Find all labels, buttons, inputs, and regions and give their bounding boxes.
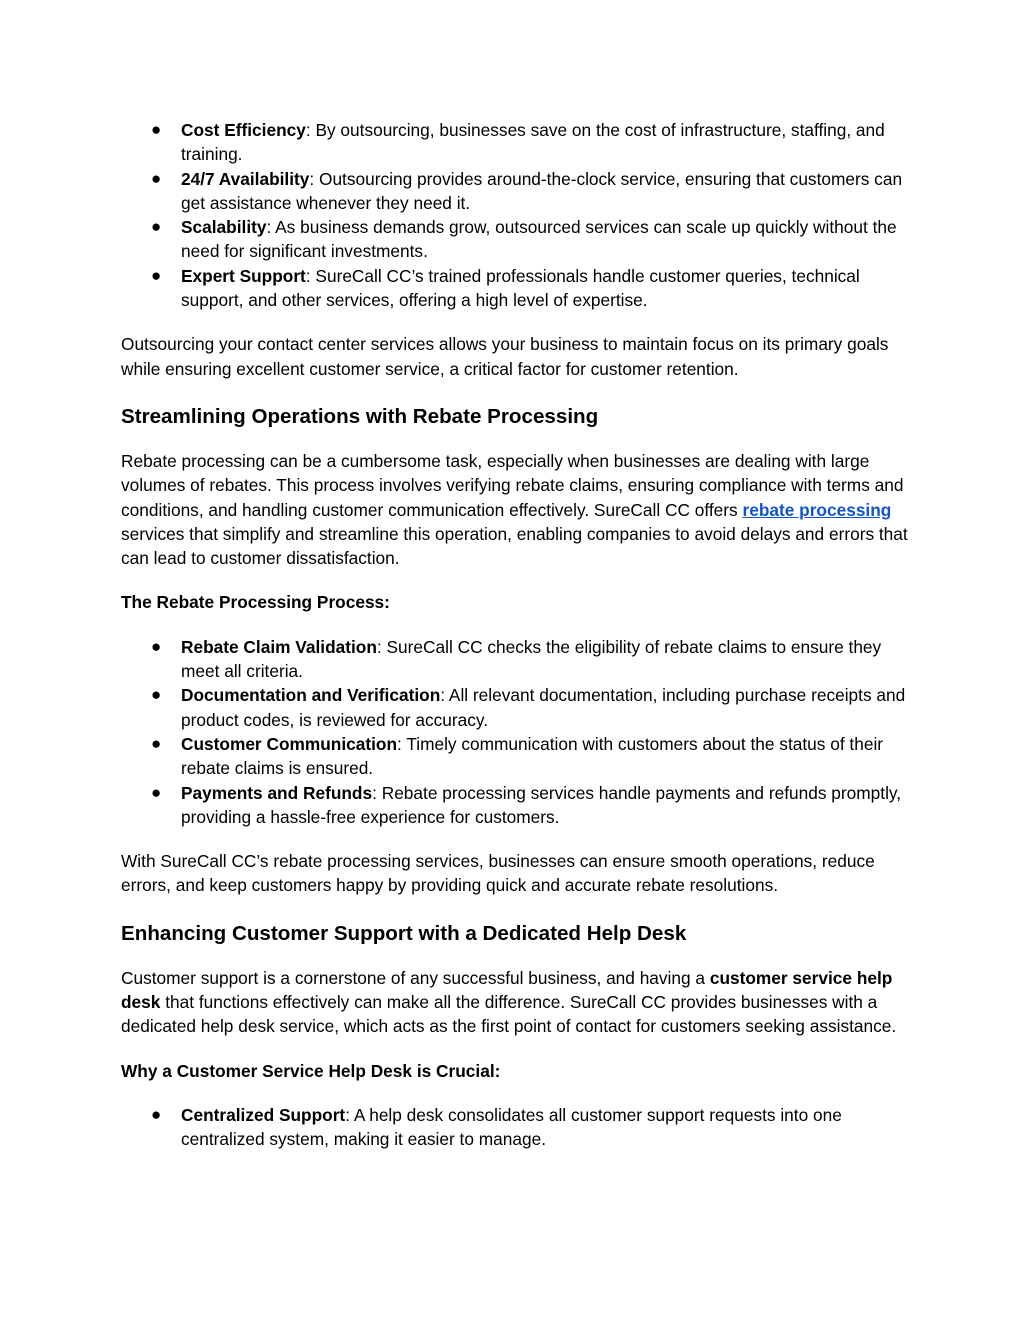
bullet-icon: ● [151, 685, 162, 705]
paragraph-help-desk [121, 966, 912, 1039]
list-item-term: Centralized Support [181, 1104, 346, 1125]
list-item [151, 1103, 912, 1152]
list-item [151, 118, 912, 167]
list-item-text: : Timely communication with customers about the status of their rebate claims is ensured. [181, 733, 884, 779]
list-item [151, 781, 912, 830]
help-desk-list [121, 1103, 912, 1152]
list-item-text: : Outsourcing provides around-the-clock service, ensuring that customers can get assistance whenever they need it. [181, 168, 903, 213]
list-item-term: Expert Support [181, 265, 306, 286]
list-item-term: Rebate Claim Validation [181, 636, 377, 657]
subheading-help-desk-crucial: Why a Customer Service Help Desk is Crucial: [121, 1060, 501, 1081]
benefits-list [121, 118, 912, 312]
list-item [151, 167, 912, 216]
bullet-icon: ● [151, 217, 162, 237]
list-item-text: : SureCall CC’s trained professionals handle customer queries, technical support, and other services, offering a high level of expertise. [181, 265, 860, 311]
paragraph-bold-text: customer service help desk [121, 967, 893, 1013]
bullet-icon: ● [151, 120, 162, 139]
list-item-term: 24/7 Availability [181, 168, 310, 189]
list-item-text: : As business demands grow, outsourced services can scale up quickly without the need for significant investments. [181, 217, 897, 262]
paragraph-outsourcing: Outsourcing your contact center services allows your business to maintain focus on its primary goals while ensuring excellent customer service, a critical factor for customer retention. [121, 334, 889, 379]
list-item-term: Scalability [181, 217, 267, 238]
list-item [151, 683, 912, 732]
bullet-icon: ● [151, 265, 162, 285]
paragraph-text: Customer support is a cornerstone of any successful business, and having a [121, 967, 710, 988]
list-item [151, 215, 912, 264]
bullet-icon: ● [151, 733, 162, 753]
list-item-term: Payments and Refunds [181, 782, 373, 803]
list-item-text: : SureCall CC checks the eligibility of rebate claims to ensure they meet all criteria. [181, 636, 882, 682]
subheading-rebate-process: The Rebate Processing Process: [121, 592, 390, 613]
paragraph-text: services that simplify and streamline this operation, enabling companies to avoid delays and errors that can lead to customer dissatisfaction. [121, 523, 908, 569]
list-item-text: : By outsourcing, businesses save on the cost of infrastructure, staffing, and training. [181, 120, 885, 165]
list-item-term: Customer Communication [181, 733, 398, 754]
paragraph-rebate [121, 449, 912, 570]
paragraph-text: Rebate processing can be a cumbersome task, especially when businesses are dealing with large volumes of rebates. This process involves verifying rebate claims, ensuring compliance with terms and conditions, and handling customer communication effectively. SureCall CC offers [121, 450, 904, 520]
list-item [151, 635, 912, 684]
bullet-icon: ● [151, 1104, 162, 1124]
rebate-processing-link[interactable]: rebate processing [742, 499, 892, 520]
list-item [151, 264, 912, 313]
list-item-term: Documentation and Verification [181, 685, 441, 706]
list-item-text: : A help desk consolidates all customer support requests into one centralized system, making it easier to manage. [181, 1104, 842, 1150]
paragraph-text: that functions effectively can make all the difference. SureCall CC provides businesses with a dedicated help desk service, which acts as the first point of contact for customers seeking assistance. [121, 992, 897, 1037]
heading-help-desk: Enhancing Customer Support with a Dedicated Help Desk [121, 921, 687, 945]
rebate-process-list [121, 635, 912, 829]
list-item-text: : All relevant documentation, including purchase receipts and product codes, is reviewed for accuracy. [181, 685, 906, 730]
list-item [151, 732, 912, 781]
bullet-icon: ● [151, 168, 162, 188]
bullet-icon: ● [151, 636, 162, 656]
list-item-term: Cost Efficiency [181, 120, 306, 140]
paragraph-rebate-services: With SureCall CC’s rebate processing services, businesses can ensure smooth operations, reduce errors, and keep customers happy by providing quick and accurate rebate resolutions. [121, 851, 875, 896]
bullet-icon: ● [151, 782, 162, 802]
list-item-text: : Rebate processing services handle payments and refunds promptly, providing a hassle-free experience for customers. [181, 782, 902, 827]
heading-rebate-processing: Streamlining Operations with Rebate Processing [121, 404, 599, 428]
